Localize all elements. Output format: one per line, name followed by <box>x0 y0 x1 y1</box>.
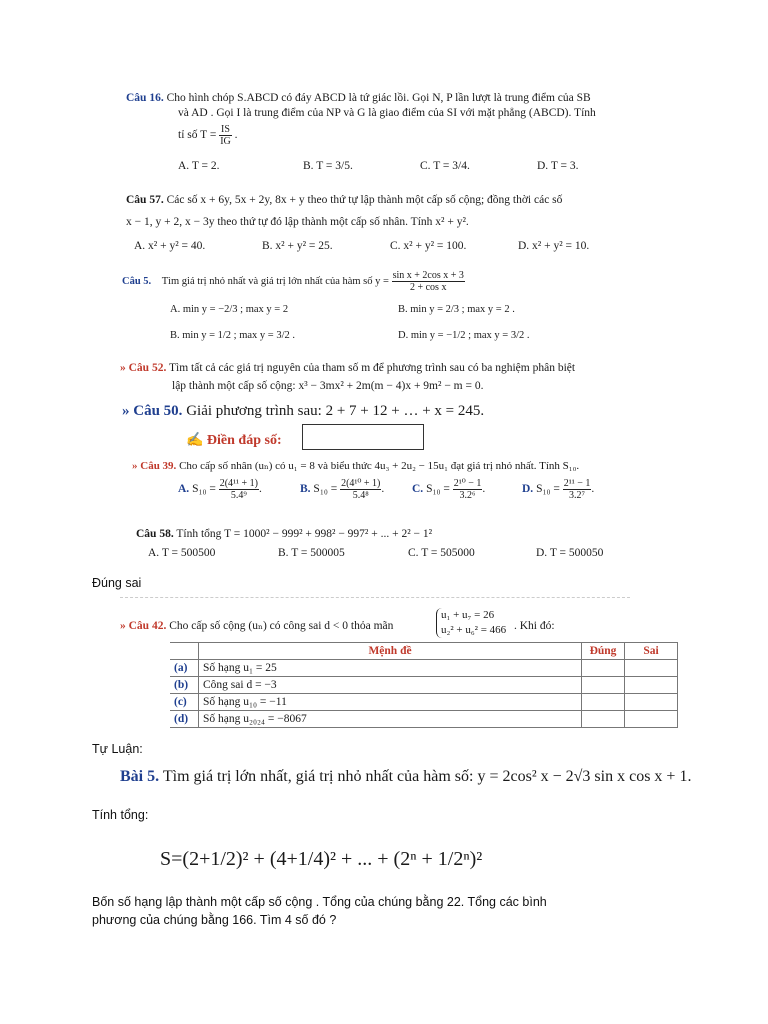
fraction-numerator: IS <box>221 124 230 135</box>
option-letter: B. <box>300 483 311 496</box>
question-text-line: tỉ số T = $\frac{IS}{IG}$ . <box>178 124 238 147</box>
fraction-denominator: 3.2⁶ <box>459 490 476 501</box>
false-cell[interactable] <box>625 660 678 677</box>
table-header-statement: Mệnh đề <box>199 643 582 660</box>
option-d: D. x² + y² = 10. <box>518 240 590 252</box>
fraction-numerator: 2(4¹⁰ + 1) <box>341 478 381 489</box>
question-text: Tìm giá trị nhỏ nhất và giá trị lớn nhất của hàm số y = <box>161 275 389 287</box>
option-b: B. T = 3/5. <box>303 160 353 172</box>
option-d: D. S₁₀ = $\frac{\text{2¹¹ − 1}}{\text{3.2⁷}}$ . <box>522 478 595 501</box>
true-cell[interactable] <box>582 677 625 694</box>
question-42 <box>120 618 393 634</box>
question-16 <box>126 90 591 106</box>
question-text-after: . Khi đó: <box>514 620 555 632</box>
option-d: D. T = 3. <box>537 160 579 172</box>
true-false-table-wrap <box>170 642 678 728</box>
question-text-line: và AD . Gọi I là trung điểm của NP và G là giao điểm của SI với mặt phẳng (ABCD). Tính <box>178 107 596 119</box>
option-c: C. T = 3/4. <box>420 160 470 172</box>
table-header-true: Đúng <box>582 643 625 660</box>
option-a: A. T = 2. <box>178 160 220 172</box>
option-b: B. min y = 2/3 ; max y = 2 . <box>398 304 515 315</box>
question-57 <box>126 192 562 208</box>
row-statement: Công sai d = −3 <box>199 677 582 694</box>
false-cell[interactable] <box>625 711 678 728</box>
question-text-line: Cho hình chóp S.ABCD có đáy ABCD là tứ giác lồi. Gọi N, P lần lượt là trung điểm của SB <box>166 92 591 104</box>
fraction <box>392 270 465 293</box>
answer-box[interactable] <box>302 424 424 450</box>
fraction <box>219 124 232 147</box>
table-header-row <box>170 643 678 660</box>
option-c: C. x² + y² = 100. <box>390 240 467 252</box>
option-prefix: S₁₀ = <box>192 483 216 496</box>
equation: u₁ + u₇ = 26 <box>441 609 495 621</box>
sum-label: Tính tổng: <box>92 808 149 822</box>
true-cell[interactable] <box>582 694 625 711</box>
option-prefix: S₁₀ = <box>536 483 560 496</box>
row-tag: (c) <box>170 694 199 711</box>
question-label: Câu 58. <box>136 528 174 540</box>
table-header-false: Sai <box>625 643 678 660</box>
fraction-denominator: 5.4⁸ <box>352 490 369 501</box>
question-label: Câu 16. <box>126 92 164 104</box>
option-a: A. T = 500500 <box>148 547 216 559</box>
row-tag: (a) <box>170 660 199 677</box>
fraction-numerator: 2¹⁰ − 1 <box>453 478 482 489</box>
question-text-line: lập thành một cấp số cộng: x³ − 3mx² + 2m(m − 4)x + 9m² − m = 0. <box>172 380 484 392</box>
problem-text-line: phương của chúng bằng 166. Tìm 4 số đó ? <box>92 913 337 927</box>
option-prefix: S₁₀ = <box>313 483 338 496</box>
true-cell[interactable] <box>582 660 625 677</box>
problem-text-line: Bốn số hạng lập thành một cấp số cộng . Tổng của chúng bằng 22. Tổng các bình <box>92 895 547 909</box>
option-b: B. T = 500005 <box>278 547 345 559</box>
fraction-denominator: IG <box>220 136 231 147</box>
question-label: » Câu 39. <box>132 460 177 472</box>
table-header-tag <box>170 643 199 660</box>
question-label: Câu 57. <box>126 194 164 206</box>
fraction-numerator: 2(4¹¹ + 1) <box>219 478 259 489</box>
question-text: Cho cấp số cộng (uₙ) có công sai d < 0 thỏa mãn <box>169 620 394 632</box>
option-letter: D. <box>522 483 534 496</box>
question-label: » Câu 52. <box>120 362 167 374</box>
fraction-denominator: 2 + cos x <box>409 282 447 293</box>
divider <box>120 597 630 598</box>
option-b-second: B. min y = 1/2 ; max y = 3/2 . <box>170 330 296 341</box>
question-label: » Câu 50. <box>122 403 183 419</box>
problem-label: Bài 5. <box>120 768 160 785</box>
ratio-prefix: tỉ số T = <box>178 129 217 142</box>
option-prefix: S₁₀ = <box>426 483 450 496</box>
section-heading-true-false: Đúng sai <box>92 576 142 590</box>
fraction-numerator: sin x + 2cos x + 3 <box>392 270 464 281</box>
table-row <box>170 660 678 677</box>
option-d: D. T = 500050 <box>536 547 604 559</box>
fraction-denominator: 3.2⁷ <box>569 490 586 501</box>
question-label: » Câu 42. <box>120 620 167 632</box>
question-52 <box>120 360 575 376</box>
question-5 <box>122 270 465 293</box>
question-58 <box>136 526 432 542</box>
equation-system <box>436 608 506 638</box>
option-c: C. S₁₀ = $\frac{\text{2¹⁰ − 1}}{\text{3.2⁶}}$ . <box>412 478 486 501</box>
fraction <box>453 478 483 501</box>
option-letter: C. <box>412 483 424 496</box>
question-text: Cho cấp số nhân (uₙ) có u₁ = 8 và biểu thức 4u₃ + 2u₂ − 15u₁ đạt giá trị nhỏ nhất. Tính S₁₀. <box>179 460 580 472</box>
fraction <box>219 478 259 501</box>
row-tag: (d) <box>170 711 199 728</box>
row-statement: Số hạng u₂₀₂₄ = −8067 <box>199 711 582 728</box>
section-heading-essay: Tự Luận: <box>92 742 143 756</box>
question-text-line: Các số x + 6y, 5x + 2y, 8x + y theo thứ tự lập thành một cấp số cộng; đồng thời các số <box>166 194 563 206</box>
fraction <box>340 478 381 501</box>
fraction <box>563 478 592 501</box>
row-statement: Số hạng u₁₀ = −11 <box>199 694 582 711</box>
table-row <box>170 694 678 711</box>
problem-bai-5 <box>120 768 691 786</box>
table-row <box>170 711 678 728</box>
option-letter: A. <box>178 483 190 496</box>
problem-text: Tìm giá trị lớn nhất, giá trị nhỏ nhất của hàm số: y = 2cos² x − 2√3 sin x cos x + 1. <box>162 768 692 785</box>
true-cell[interactable] <box>582 711 625 728</box>
fraction-numerator: 2¹¹ − 1 <box>563 478 591 489</box>
fill-answer-label: ✍ Điền đáp số: <box>186 433 282 448</box>
question-39 <box>132 458 579 474</box>
option-b: B. x² + y² = 25. <box>262 240 333 252</box>
false-cell[interactable] <box>625 694 678 711</box>
question-50 <box>122 403 484 420</box>
equation: u₂² + u₆² = 466 <box>441 624 507 636</box>
option-a: A. S₁₀ = $\frac{\text{2(4¹¹ + 1)}}{\text{5.4⁹}}$ . <box>178 478 262 501</box>
table-row <box>170 677 678 694</box>
question-text-line: Tìm tất cả các giá trị nguyên của tham số m để phương trình sau có ba nghiệm phân biệt <box>169 362 576 374</box>
row-statement: Số hạng u₁ = 25 <box>199 660 582 677</box>
sum-formula: S=(2+1/2)² + (4+1/4)² + ... + (2ⁿ + 1/2ⁿ)² <box>160 848 483 870</box>
option-a: A. min y = −2/3 ; max y = 2 <box>170 304 289 315</box>
option-c: C. T = 505000 <box>408 547 475 559</box>
question-text-line: x − 1, y + 2, x − 3y theo thứ tự đó lập thành một cấp số nhân. Tính x² + y². <box>126 216 469 228</box>
option-b: B. S₁₀ = $\frac{\text{2(4¹⁰ + 1)}}{\text{5.4⁸}}$ . <box>300 478 385 501</box>
question-text: Giải phương trình sau: 2 + 7 + 12 + … + x = 245. <box>186 403 485 419</box>
true-false-table <box>170 642 678 728</box>
false-cell[interactable] <box>625 677 678 694</box>
option-d: D. min y = −1/2 ; max y = 3/2 . <box>398 330 530 341</box>
fraction-denominator: 5.4⁹ <box>230 490 247 501</box>
row-tag: (b) <box>170 677 199 694</box>
option-a: A. x² + y² = 40. <box>134 240 206 252</box>
question-label: Câu 5. <box>122 275 152 287</box>
question-text: Tính tổng T = 1000² − 999² + 998² − 997² + ... + 2² − 1² <box>176 528 433 540</box>
